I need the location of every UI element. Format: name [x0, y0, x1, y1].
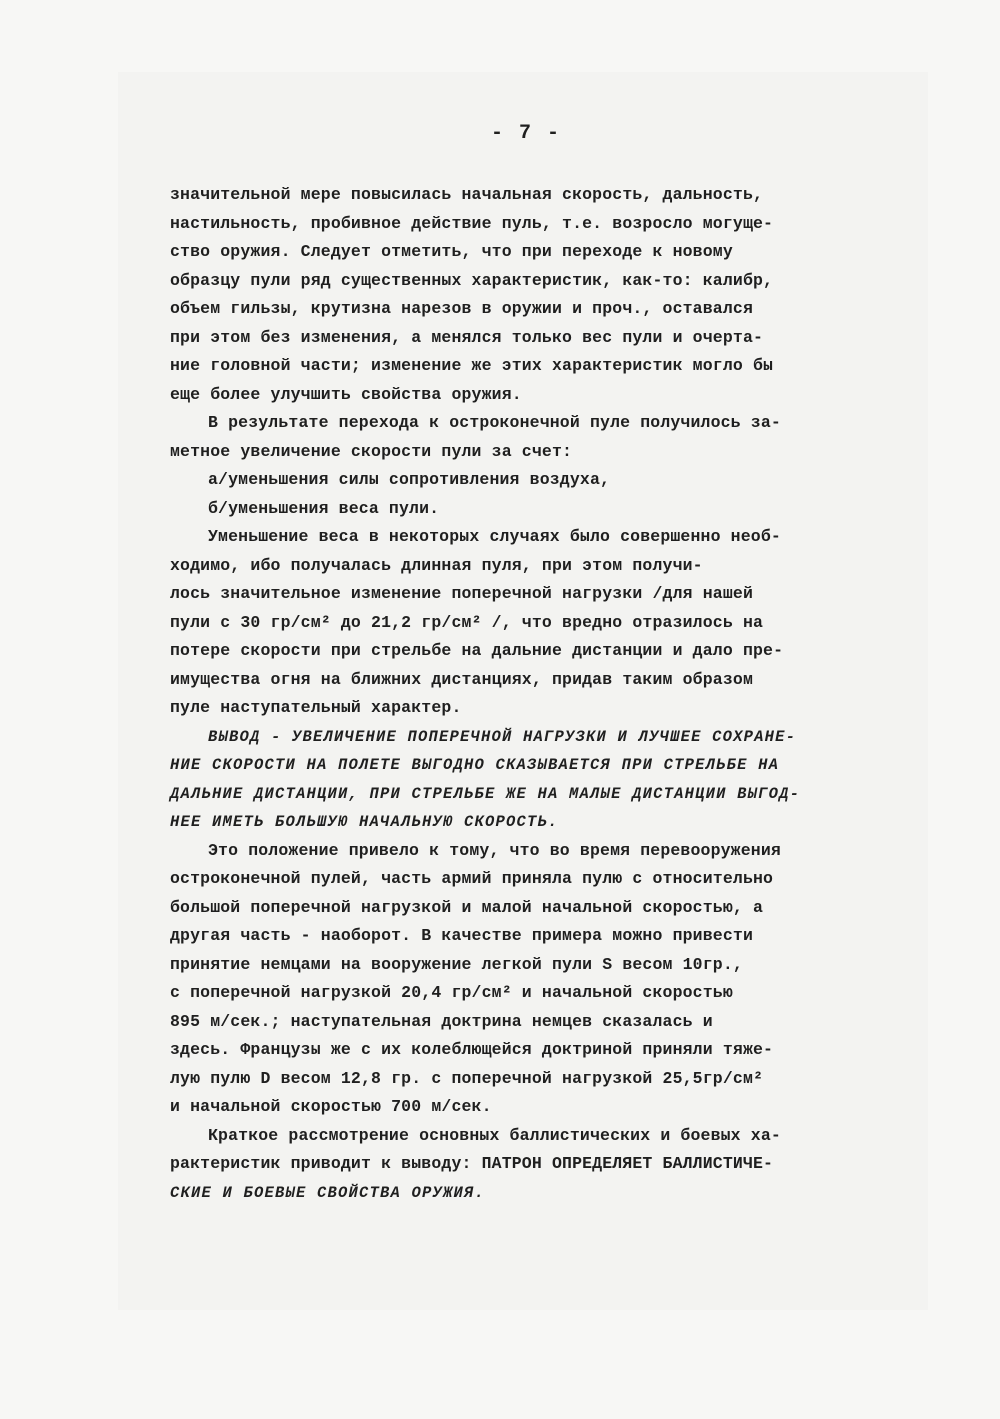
text-line: значительной мере повысилась начальная скорость, дальность, [170, 185, 764, 204]
page-number: - 7 - [490, 122, 561, 145]
text-line: Это положение привело к тому, что во время перевооружения [208, 840, 781, 860]
text-line: ходимо, ибо получалась длинная пуля, при этом получи- [170, 555, 703, 575]
text-line: метное увеличение скорости пули за счет: [170, 441, 573, 461]
conclusion-line: НЕЕ ИМЕТЬ БОЛЬШУЮ НАЧАЛЬНУЮ СКОРОСТЬ. [170, 813, 559, 831]
text-line: пули с 30 гр/см² до 21,2 гр/см² /, что вредно отразилось на [170, 612, 764, 632]
text-line: лую пулю D весом 12,8 гр. с поперечной нагрузкой 25,5гр/см² [170, 1068, 764, 1088]
text-line: еще более улучшить свойства оружия. [170, 384, 522, 404]
text-line: пуле наступательный характер. [170, 698, 462, 717]
text-line: принятие немцами на вооружение легкой пули S весом 10гр., [170, 954, 743, 974]
conclusion-line: ВЫВОД - УВЕЛИЧЕНИЕ ПОПЕРЕЧНОЙ НАГРУЗКИ И ЛУЧШЕЕ СОХРАНЕ- [208, 727, 797, 746]
text-line: при этом без изменения, а менялся только вес пули и очерта- [170, 327, 764, 347]
conclusion-line: СКИЕ И БОЕВЫЕ СВОЙСТВА ОРУЖИЯ. [170, 1183, 486, 1202]
typewritten-text [170, 122, 882, 1207]
text-line: и начальной скоростью 700 м/сек. [170, 1097, 492, 1116]
text-line: большой поперечной нагрузкой и малой начальной скоростью, а [170, 897, 764, 917]
text-line: образцу пули ряд существенных характеристик, как-то: калибр, [170, 270, 774, 290]
text-line: лось значительное изменение поперечной нагрузки /для нашей [170, 584, 753, 603]
text-line: В результате перехода к остроконечной пуле получилось за- [208, 413, 781, 432]
conclusion-line: НИЕ СКОРОСТИ НА ПОЛЕТЕ ВЫГОДНО СКАЗЫВАЕТСЯ ПРИ СТРЕЛЬБЕ НА [170, 756, 780, 774]
text-line: объем гильзы, крутизна нарезов в оружии и проч., оставался [170, 299, 753, 318]
text-line: рактеристик приводит к выводу: ПАТРОН ОПРЕДЕЛЯЕТ БАЛЛИСТИЧЕ- [170, 1154, 774, 1173]
list-item: б/уменьшения веса пули. [208, 498, 440, 518]
text-line: ство оружия. Следует отметить, что при переходе к новому [170, 242, 733, 261]
text-line: потере скорости при стрельбе на дальние дистанции и дало пре- [170, 641, 784, 660]
text-line: здесь. Французы же с их колеблющейся доктриной приняли тяже- [170, 1040, 774, 1059]
text-line: остроконечной пулей, часть армий приняла пулю с относительно [170, 869, 774, 888]
text-line: Краткое рассмотрение основных баллистических и боевых ха- [208, 1125, 781, 1145]
list-item: а/уменьшения силы сопротивления воздуха, [208, 470, 611, 489]
text-line: 895 м/сек.; наступательная доктрина немцев сказалась и [170, 1011, 713, 1031]
conclusion-line: ДАЛЬНИЕ ДИСТАНЦИИ, ПРИ СТРЕЛЬБЕ ЖЕ НА МАЛЫЕ ДИСТАНЦИИ ВЫГОД- [170, 784, 801, 803]
text-line: имущества огня на ближних дистанциях, придав таким образом [170, 669, 753, 689]
text-line: настильность, пробивное действие пуль, т.е. возросло могуще- [170, 213, 774, 233]
text-line: ние головной части; изменение же этих характеристик могло бы [170, 356, 774, 375]
text-line: Уменьшение веса в некоторых случаях было совершенно необ- [208, 527, 781, 546]
text-line: с поперечной нагрузкой 20,4 гр/см² и начальной скоростью [170, 983, 733, 1002]
text-line: другая часть - наоборот. В качестве примера можно привести [170, 926, 753, 945]
